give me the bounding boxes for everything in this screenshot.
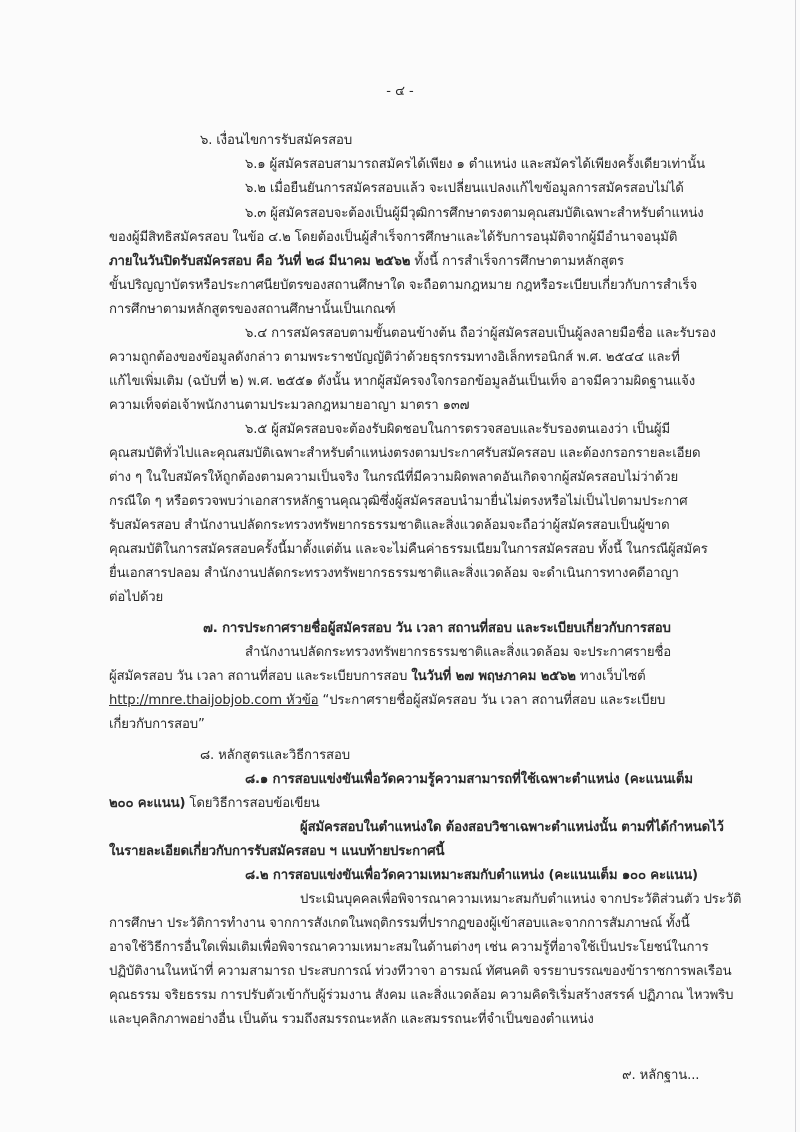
section-6-heading: ๖. เงื่อนไขการรับสมัครสอบ (200, 133, 353, 148)
clause-6-4-line-4: ความเท็จต่อเจ้าพนักงานตามประมวลกฎหมายอาญา มาตรา ๑๓๗ (109, 398, 470, 413)
clause-6-1: ๖.๑ ผู้สมัครสอบสามารถสมัครได้เพียง ๑ ตำแหน่ง และสมัครได้เพียงครั้งเดียวเท่านั้น (245, 157, 705, 172)
clause-6-5-line-8: ต่อไปด้วย (109, 590, 164, 605)
clause-8-1-note-line-2: ในรายละเอียดเกี่ยวกับการรับสมัครสอบ ฯ แนบท้ายประกาศนี้ (109, 844, 445, 859)
full-score-bold: ๒๐๐ คะแนน) (109, 796, 186, 811)
clause-6-5-line-1: ๖.๕ ผู้สมัครสอบจะต้องรับผิดชอบในการตรวจสอบและรับรองตนเองว่า เป็นผู้มี (245, 422, 670, 437)
clause-6-5-line-5: รับสมัครสอบ สำนักงานปลัดกระทรวงทรัพยากรธรรมชาติและสิ่งแวดล้อมจะถือว่าผู้สมัครสอบเป็นผู้ขาด (109, 518, 670, 533)
clause-8-2-line-6: และบุคลิกภาพอย่างอื่น เป็นต้น รวมถึงสมรรถนะหลัก และสมรรถนะที่จำเป็นของตำแหน่ง (109, 1012, 594, 1027)
clause-8-2-heading: ๘.๒ การสอบแข่งขันเพื่อวัดความเหมาะสมกับตำแหน่ง (คะแนนเต็ม ๑๐๐ คะแนน) (245, 868, 698, 883)
clause-8-1-line-2 (109, 795, 320, 813)
section-7-text: ผู้สมัครสอบ วัน เวลา สถานที่สอบ และระเบียบการสอบ (109, 669, 412, 684)
clause-8-1-method: โดยวิธีการสอบข้อเขียน (185, 796, 320, 811)
clause-8-2-line-3: อาจใช้วิธีการอื่นใดเพิ่มเติมเพื่อพิจารณาความเหมาะสมในด้านต่างๆ เช่น ความรู้ที่อาจใช้เป็นประโยชน์ในการ (109, 940, 709, 955)
clause-6-3-line-1: ๖.๓ ผู้สมัครสอบจะต้องเป็นผู้มีวุฒิการศึกษาตรงตามคุณสมบัติเฉพาะสำหรับตำแหน่ง (245, 206, 704, 221)
clause-6-4-line-3: แก้ไขเพิ่มเติม (ฉบับที่ ๒) พ.ศ. ๒๕๕๑ ดังนั้น หากผู้สมัครจงใจกรอกข้อมูลอันเป็นเท็จ อาจมีความผิดฐานแจ้ง (109, 374, 695, 389)
clause-6-5-line-4: กรณีใด ๆ หรือตรวจพบว่าเอกสารหลักฐานคุณวุฒิซึ่งผู้สมัครสอบนำมายื่นไม่ตรงหรือไม่เป็นไปตามประกาศ (109, 494, 688, 509)
announce-date-bold: ในวันที่ ๒๗ พฤษภาคม ๒๕๖๒ (411, 669, 576, 684)
section-7-topic: “ประกาศรายชื่อผู้สมัครสอบ วัน เวลา สถานที่สอบ และระเบียบ (318, 693, 666, 708)
clause-8-2-line-4: ปฏิบัติงานในหน้าที่ ความสามารถ ประสบการณ์ ท่วงทีวาจา อารมณ์ ทัศนคติ จรรยาบรรณของข้าราชการพลเรือน (109, 964, 732, 979)
website-link[interactable]: http://mnre.thaijobjob.com หัวข้อ (109, 693, 319, 708)
section-7-heading: ๗. การประกาศรายชื่อผู้สมัครสอบ วัน เวลา สถานที่สอบ และระเบียบเกี่ยวกับการสอบ (203, 621, 671, 636)
clause-6-3-line-3 (109, 253, 624, 271)
clause-8-1-heading: ๘.๑ การสอบแข่งขันเพื่อวัดความรู้ความสามารถที่ใช้เฉพาะตำแหน่ง (คะแนนเต็ม (245, 772, 693, 787)
clause-6-3-line-5: การศึกษาตามหลักสูตรของสถานศึกษานั้นเป็นเกณฑ์ (109, 302, 396, 317)
section-8-heading: ๘. หลักสูตรและวิธีการสอบ (200, 748, 350, 763)
clause-6-5-line-6: คุณสมบัติในการสมัครสอบครั้งนี้มาตั้งแต่ต้น และจะไม่คืนค่าธรรมเนียมในการสมัครสอบ ทั้งนี้ ในกรณีผู้สมัคร (109, 542, 708, 557)
section-7-text-post: ทางเว็บไซต์ (575, 669, 646, 684)
clause-6-2: ๖.๒ เมื่อยืนยันการสมัครสอบแล้ว จะเปลี่ยนแปลงแก้ไขข้อมูลการสมัครสอบไม่ได้ (245, 181, 684, 196)
section-7-line-3 (109, 692, 665, 710)
clause-6-3-line-2: ของผู้มีสิทธิสมัครสอบ ในข้อ ๔.๒ โดยต้องเป็นผู้สำเร็จการศึกษาและได้รับการอนุมัติจากผู้มีอำนาจอนุมัติ (109, 230, 678, 245)
section-7-line-2 (109, 668, 646, 686)
section-7-line-1: สำนักงานปลัดกระทรวงทรัพยากรธรรมชาติและสิ่งแวดล้อม จะประกาศรายชื่อ (245, 645, 672, 660)
clause-8-2-line-5: คุณธรรม จริยธรรม การปรับตัวเข้ากับผู้ร่วมงาน สังคม และสิ่งแวดล้อม ความคิดริเริ่มสร้างสรรค์ ปฏิภาณ ไหวพริบ (109, 988, 734, 1003)
clause-8-2-line-2: การศึกษา ประวัติการทำงาน จากการสังเกตในพฤติกรรมที่ปรากฏของผู้เข้าสอบและจากการสัมภาษณ์ ทั้งนี้ (109, 916, 690, 931)
section-7-line-4: เกี่ยวกับการสอบ” (109, 717, 205, 732)
clause-8-1-note-line-1: ผู้สมัครสอบในตำแหน่งใด ต้องสอบวิชาเฉพาะตำแหน่งนั้น ตามที่ได้กำหนดไว้ (300, 820, 724, 835)
clause-6-4-line-2: ความถูกต้องของข้อมูลดังกล่าว ตามพระราชบัญญัติว่าด้วยธุรกรรมทางอิเล็กทรอนิกส์ พ.ศ. ๒๕๔๔ และที่ (109, 350, 680, 365)
page-number: - ๔ - (386, 84, 414, 99)
clause-6-5-line-2: คุณสมบัติทั่วไปและคุณสมบัติเฉพาะสำหรับตำแหน่งตรงตามประกาศรับสมัครสอบ และต้องกรอกรายละเอียด (109, 446, 701, 461)
clause-6-4-line-1: ๖.๔ การสมัครสอบตามขั้นตอนข้างต้น ถือว่าผู้สมัครสอบเป็นผู้ลงลายมือชื่อ และรับรอง (245, 326, 716, 341)
clause-8-2-line-1: ประเมินบุคคลเพื่อพิจารณาความเหมาะสมกับตำแหน่ง จากประวัติส่วนตัว ประวัติ (300, 892, 742, 907)
clause-6-5-line-7: ยื่นเอกสารปลอม สำนักงานปลัดกระทรวงทรัพยากรธรรมชาติและสิ่งแวดล้อม จะดำเนินการทางคดีอาญา (109, 566, 679, 581)
clause-6-5-line-3: ต่าง ๆ ในใบสมัครให้ถูกต้องตามความเป็นจริง ในกรณีที่มีความผิดพลาดอันเกิดจากผู้สมัครสอบไม่ว่าด้วย (109, 470, 679, 485)
deadline-bold: ภายในวันปิดรับสมัครสอบ คือ วันที่ ๒๘ มีนาคม ๒๕๖๒ (109, 254, 411, 269)
clause-6-3-line-4: ขั้นปริญญาบัตรหรือประกาศนียบัตรของสถานศึกษาใด จะถือตามกฎหมาย กฎหรือระเบียบเกี่ยวกับการสำเร็จ (109, 278, 698, 293)
clause-6-3-text: ทั้งนี้ การสำเร็จการศึกษาตามหลักสูตร (410, 254, 624, 269)
continuation-marker: ๙. หลักฐาน... (622, 1068, 700, 1083)
